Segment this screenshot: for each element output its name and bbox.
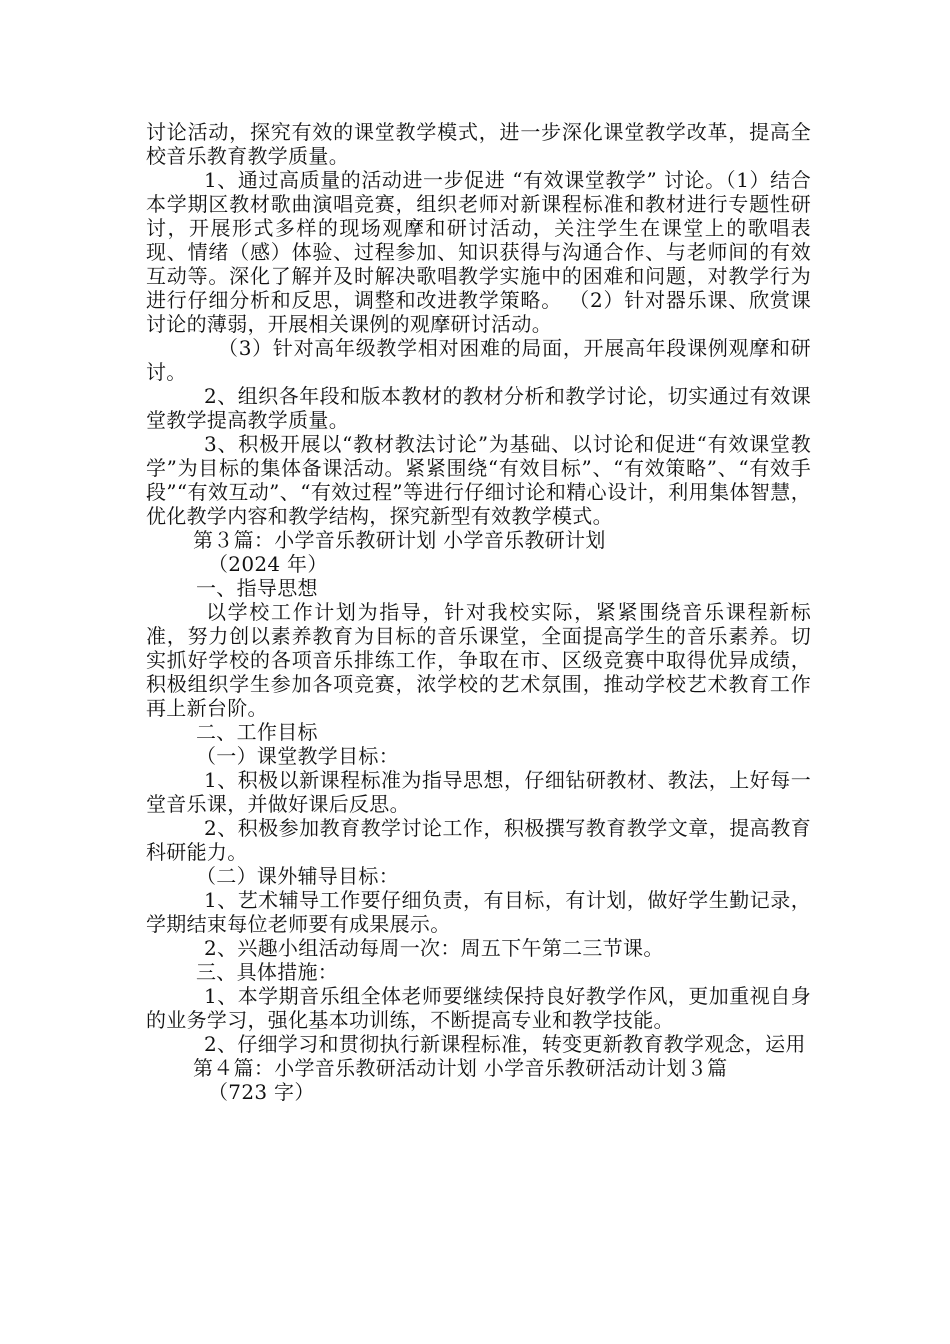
paragraph-extracurricular-1: 1、艺术辅导工作要仔细负责，有目标，有计划，做好学生勤记录，学期结束每位老师要有成果展示。 [146, 888, 811, 936]
paragraph-measure-2: 2、仔细学习和贯彻执行新课程标准，转变更新教育教学观念，运用 [204, 1032, 806, 1056]
paragraph-classroom-1: 1、积极以新课程标准为指导思想，仔细钻研教材、教法，上好每一堂音乐课，并做好课后反思。 [146, 768, 811, 816]
paragraph-measure-1: 1、本学期音乐组全体老师要继续保持良好教学作风，更加重视自身的业务学习，强化基本功训练，不断提高专业和教学技能。 [146, 984, 811, 1032]
heading-guiding-thought: 一、指导思想 [196, 576, 318, 600]
paragraph-intro: 讨论活动，探究有效的课堂教学模式，进一步深化课堂教学改革，提高全校音乐教育教学质量。 [146, 120, 811, 168]
section-heading-4: 第４篇：小学音乐教研活动计划 小学音乐教研活动计划３篇 [193, 1056, 728, 1080]
section-year: （2024 年） [208, 552, 328, 576]
paragraph-item-2: 2、组织各年段和版本教材的教材分析和教学讨论，切实通过有效课堂教学提高教学质量。 [146, 384, 811, 432]
paragraph-item-3b: 3、积极开展以“教材教法讨论”为基础、以讨论和促进“有效课堂教学”为目标的集体备课活动。紧紧围绕“有效目标”、“有效策略”、“有效手段”“有效互动”、“有效过程”等进行仔细讨论和精心设计，利用集体智慧，优化教学内容和教学结构，探究新型有效教学模式。 [146, 432, 811, 528]
heading-measures: 三、具体措施： [196, 960, 339, 984]
paragraph-guiding-thought: 以学校工作计划为指导，针对我校实际，紧紧围绕音乐课程新标准，努力创以素养教育为目标的音乐课堂，全面提高学生的音乐素养。切实抓好学校的各项音乐排练工作，争取在市、区级竞赛中取得优异成绩，积极组织学生参加各项竞赛，浓学校的艺术氛围，推动学校艺术教育工作再上新台阶。 [146, 600, 811, 720]
paragraph-item-3: （3）针对高年级教学相对困难的局面，开展高年段课例观摩和研讨。 [146, 336, 811, 384]
section-word-count: （723 字） [208, 1080, 315, 1104]
section-heading-3: 第３篇：小学音乐教研计划 小学音乐教研计划 [193, 528, 606, 552]
heading-work-goals: 二、工作目标 [196, 720, 318, 744]
subheading-extracurricular-goals: （二）课外辅导目标： [196, 864, 399, 888]
subheading-classroom-goals: （一）课堂教学目标： [196, 744, 399, 768]
paragraph-extracurricular-2: 2、兴趣小组活动每周一次：周五下午第二三节课。 [204, 936, 664, 960]
document-body [146, 120, 811, 1104]
paragraph-item-1: 1、通过高质量的活动进一步促进 “有效课堂教学” 讨论。（1）结合本学期区教材歌曲演唱竞赛，组织老师对新课程标准和教材进行专题性研讨，开展形式多样的现场观摩和研讨活动，关注学生在课堂上的歌唱表现、情绪（感）体验、过程参加、知识获得与沟通合作、与老师间的有效互动等。深化了解并及时解决歌唱教学实施中的困难和问题，对教学行为进行仔细分析和反思，调整和改进教学策略。 （2）针对器乐课、欣赏课讨论的薄弱，开展相关课例的观摩研讨活动。 [146, 168, 811, 336]
paragraph-classroom-2: 2、积极参加教育教学讨论工作，积极撰写教育教学文章，提高教育科研能力。 [146, 816, 811, 864]
